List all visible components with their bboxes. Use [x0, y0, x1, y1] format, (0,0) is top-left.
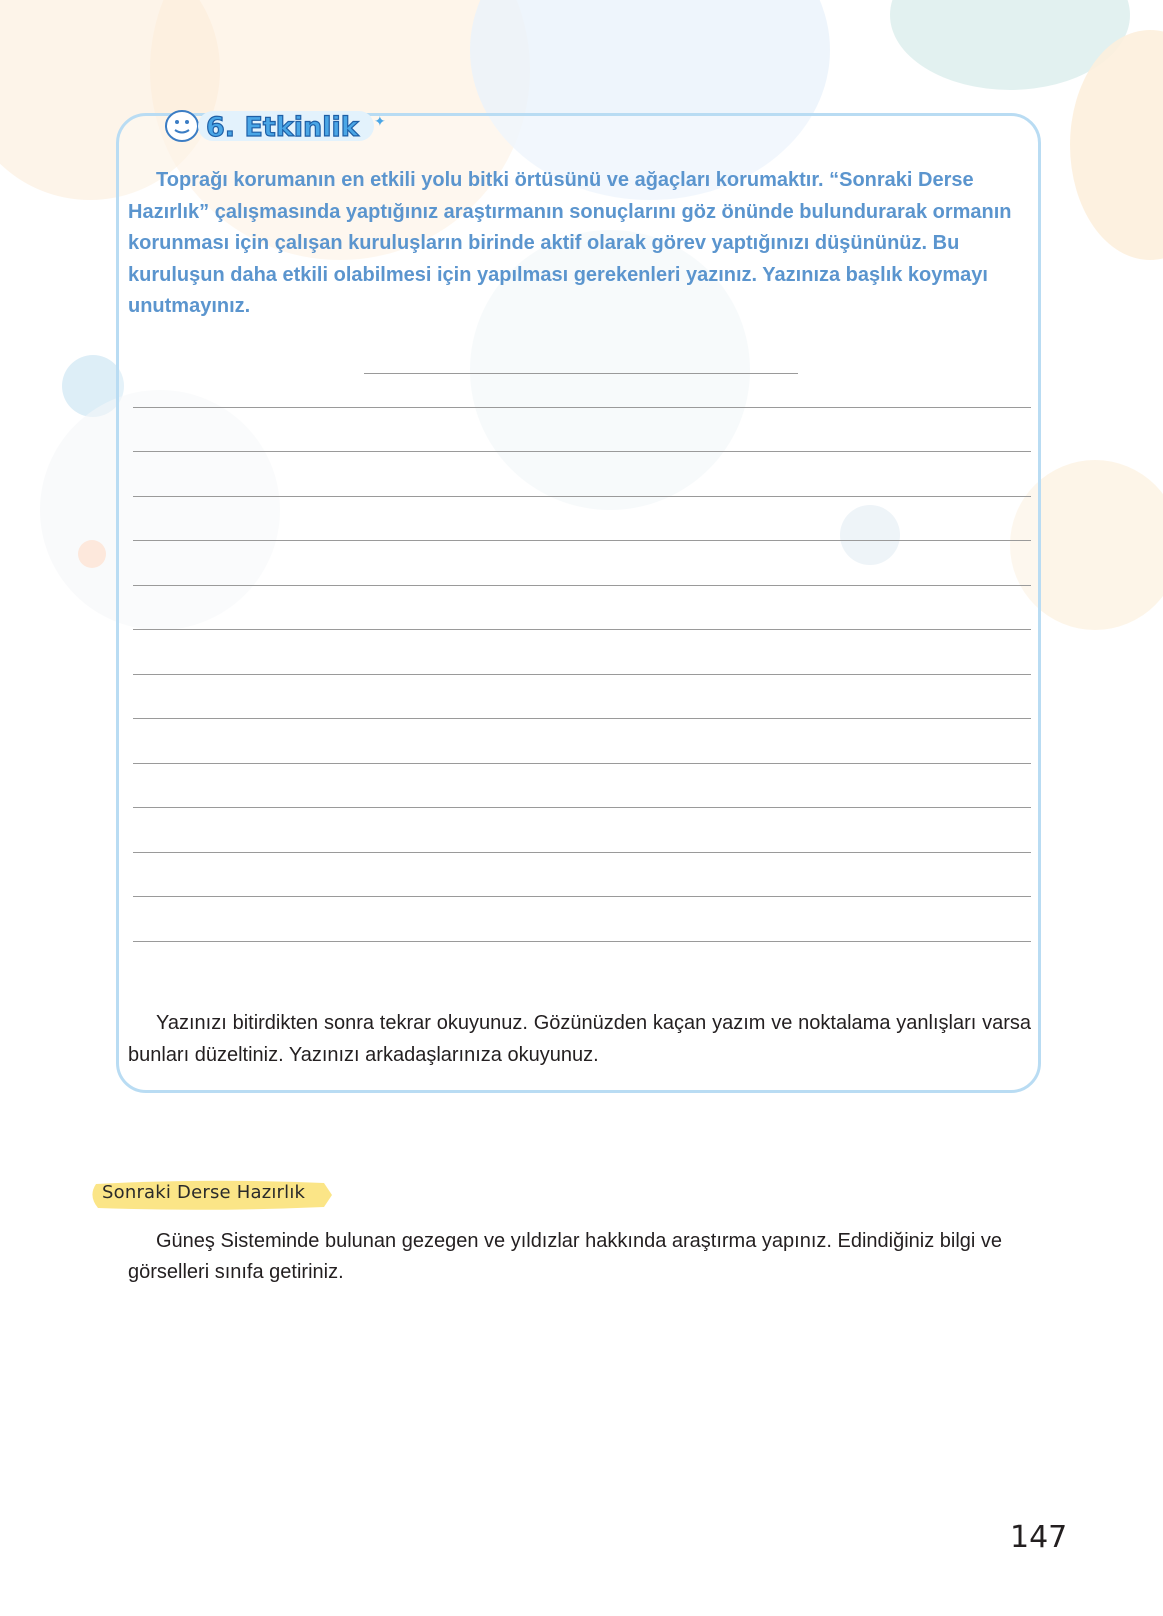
writing-line[interactable] — [133, 718, 1031, 719]
writing-line[interactable] — [133, 896, 1031, 897]
writing-line[interactable] — [133, 585, 1031, 586]
closing-note: Yazınızı bitirdikten sonra tekrar okuyunuz. Gözünüzden kaçan yazım ve noktalama yanlışları varsa bunları düzeltiniz. Yazınızı arkadaşlarınıza okuyunuz. — [128, 1012, 1031, 1066]
badge-title: 6. Etkinlik — [206, 112, 359, 143]
writing-line[interactable] — [133, 540, 1031, 541]
writing-line[interactable] — [133, 451, 1031, 452]
svg-text:✦: ✦ — [374, 114, 386, 130]
writing-line[interactable] — [133, 496, 1031, 497]
writing-line[interactable] — [133, 629, 1031, 630]
title-writing-line[interactable] — [364, 373, 798, 374]
writing-line[interactable] — [133, 407, 1031, 408]
writing-line[interactable] — [133, 807, 1031, 808]
writing-line[interactable] — [133, 941, 1031, 942]
page-number: 147 — [1010, 1520, 1068, 1555]
writing-line[interactable] — [133, 674, 1031, 675]
writing-line[interactable] — [133, 763, 1031, 764]
writing-line[interactable] — [133, 852, 1031, 853]
activity-instruction: Toprağı korumanın en etkili yolu bitki örtüsünü ve ağaçları korumaktır. “Sonraki Derse Hazırlık” çalışmasında yaptığınız araştırmanın sonuçlarını göz önünde bulundurarak ormanın korunması için çalışan kuruluşların birinde aktif olarak görev yaptığınızı düşününüz. Bu kuruluşun daha etkili olabilmesi için yapılması gerekenleri yazınız. Yazınıza başlık koymayı unutmayınız. — [128, 169, 1012, 317]
activity-badge — [162, 106, 390, 146]
next-lesson-label: Sonraki Derse Hazırlık — [102, 1182, 306, 1203]
next-lesson-text: Güneş Sisteminde bulunan gezegen ve yıldızlar hakkında araştırma yapınız. Edindiğiniz bilgi ve görselleri sınıfa getiriniz. — [128, 1230, 1003, 1283]
